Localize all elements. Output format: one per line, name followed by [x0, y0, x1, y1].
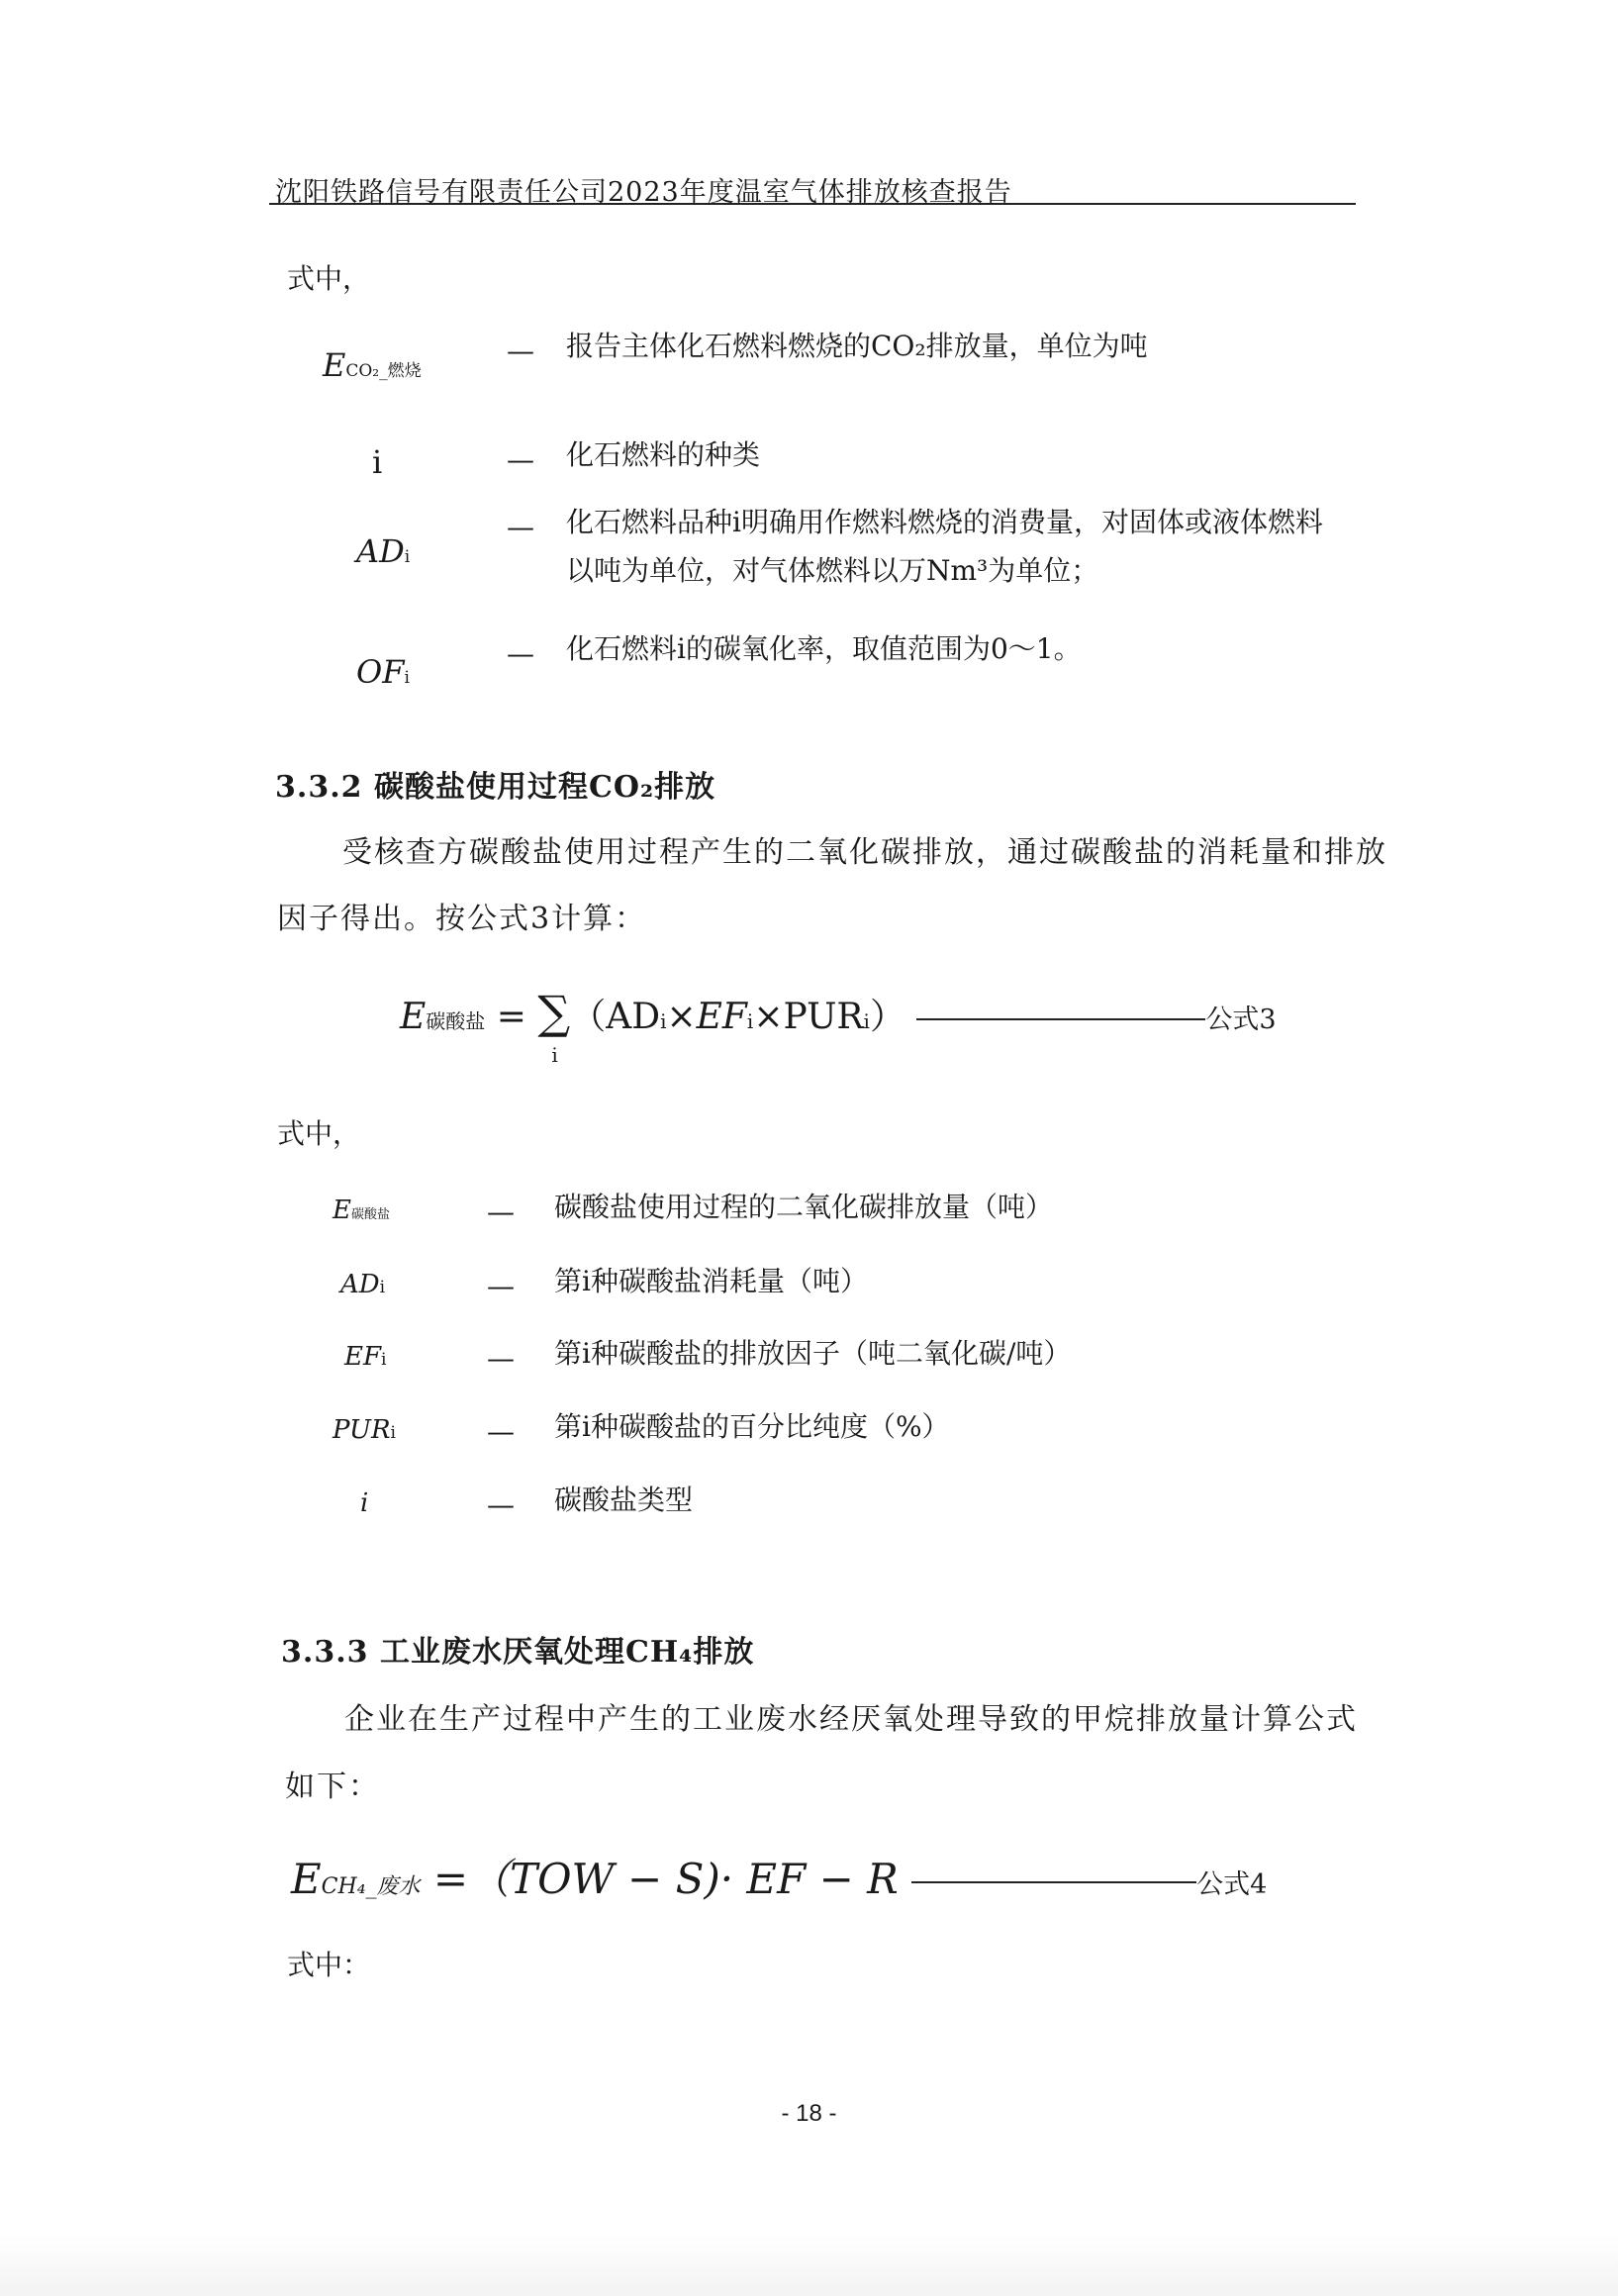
definition-text: 碳酸盐类型 [554, 1483, 694, 1516]
definition-text: 第i种碳酸盐消耗量（吨） [554, 1265, 868, 1297]
scan-bottom-edge [0, 2235, 1618, 2296]
symbol-ad-i: ADi [340, 1270, 386, 1299]
definition-dash: — [487, 1488, 515, 1521]
paragraph-line: 受核查方碳酸盐使用过程产生的二氧化碳排放，通过碳酸盐的消耗量和排放 [342, 835, 1387, 870]
section-heading-3-3-2: 3.3.2 碳酸盐使用过程CO₂排放 [275, 770, 716, 805]
definition-dash: — [507, 637, 534, 670]
where-label: 式中： [287, 1949, 371, 1981]
where-label: 式中， [287, 262, 371, 295]
formula-leader-line [916, 1018, 1205, 1020]
symbol-i: i [372, 443, 383, 481]
definition-dash: — [487, 1415, 515, 1448]
definition-text-continued: 以吨为单位，对气体燃料以万Nm³为单位； [566, 554, 1099, 587]
symbol-ad-i: ADi [356, 532, 411, 570]
definition-dash: — [487, 1342, 515, 1375]
definition-text: 碳酸盐使用过程的二氧化碳排放量（吨） [554, 1191, 1054, 1223]
paragraph-line: 企业在生产过程中产生的工业废水经厌氧处理导致的甲烷排放量计算公式 [344, 1702, 1358, 1737]
section-heading-3-3-3: 3.3.3 工业废水厌氧处理CH₄排放 [281, 1635, 755, 1670]
page-header-title: 沈阳铁路信号有限责任公司2023年度温室气体排放核查报告 [275, 177, 1012, 208]
page-number: - 18 - [781, 2100, 837, 2127]
formula-leader-line [911, 1881, 1196, 1883]
paragraph-line: 如下： [285, 1770, 380, 1804]
symbol-e-carbonate: E碳酸盐 [333, 1196, 390, 1225]
header-rule [269, 203, 1356, 205]
definition-dash: — [507, 511, 534, 543]
symbol-i: i [360, 1488, 369, 1518]
definition-text: 化石燃料品种i明确用作燃料燃烧的消费量，对固体或液体燃料 [566, 506, 1323, 538]
definition-text: 第i种碳酸盐的排放因子（吨二氧化碳/吨） [554, 1337, 1072, 1370]
formula-3: E碳酸盐 = ∑ i （ADi×EFi×PURi） 公式3 [400, 986, 1277, 1067]
definition-text: 报告主体化石燃料燃烧的CO₂排放量，单位为吨 [566, 330, 1148, 362]
where-label: 式中， [277, 1117, 361, 1150]
paragraph-line: 因子得出。按公式3计算： [277, 902, 647, 936]
formula-4: ECH₄_废水 =（TOW − S)· EF − R 公式4 [291, 1855, 1268, 1903]
definition-dash: — [507, 443, 534, 476]
definition-dash: — [487, 1270, 515, 1302]
symbol-pur-i: PURi [333, 1415, 396, 1445]
symbol-of-i: OFi [356, 653, 410, 691]
symbol-ef-i: EFi [344, 1342, 387, 1372]
definition-dash: — [487, 1196, 515, 1228]
definition-text: 第i种碳酸盐的百分比纯度（%） [554, 1410, 950, 1443]
definition-dash: — [507, 335, 534, 367]
definition-text: 化石燃料i的碳氧化率，取值范围为0～1。 [566, 632, 1082, 665]
definition-text: 化石燃料的种类 [566, 438, 761, 471]
symbol-e-co2-combustion: ECO₂_燃烧 [323, 346, 422, 384]
